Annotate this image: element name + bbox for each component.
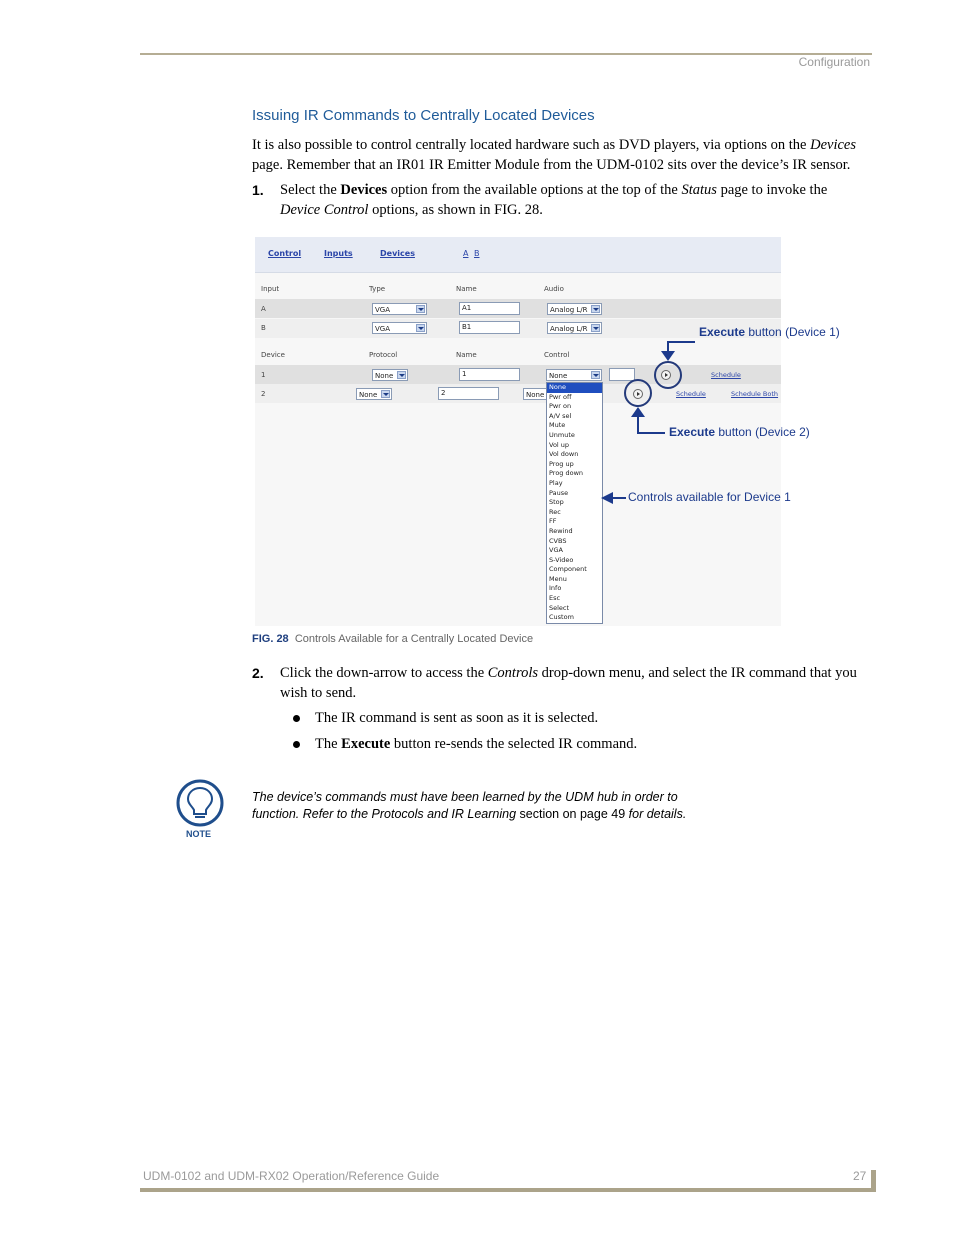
callout-line xyxy=(637,432,665,434)
input-b-name-field[interactable]: B1 xyxy=(459,321,520,334)
dropdown-option[interactable]: Vol down xyxy=(549,450,579,459)
dropdown-option[interactable]: Play xyxy=(549,478,563,487)
dropdown-option[interactable]: Info xyxy=(549,584,562,593)
step-1-number: 1. xyxy=(252,182,264,198)
device-1-extra-field[interactable] xyxy=(609,368,635,381)
dropdown-option[interactable]: Unmute xyxy=(549,430,575,439)
section-heading: Issuing IR Commands to Centrally Located Devices xyxy=(252,107,595,124)
callout-line xyxy=(611,497,626,499)
intro-text-2: page. Remember that an IR01 IR Emitter Module from the UDM-0102 sits over the device’s IR sensor. xyxy=(252,156,851,173)
device-2-schedule-both-link[interactable]: Schedule Both xyxy=(731,390,779,398)
dropdown-option[interactable]: Esc xyxy=(549,594,561,603)
device-1-label: 1 xyxy=(261,371,266,379)
nav-devices-link[interactable]: Devices xyxy=(380,249,415,258)
device-1-name-field[interactable]: 1 xyxy=(459,368,520,381)
chevron-down-icon xyxy=(591,371,600,379)
callout-execute-device-2: Execute button (Device 2) xyxy=(669,425,810,439)
callout-execute-device-1: Execute button (Device 1) xyxy=(699,325,840,339)
dropdown-option[interactable]: A/V sel xyxy=(549,411,572,420)
device-1-control-select[interactable]: None xyxy=(546,369,602,381)
col-dev-name: Name xyxy=(456,351,477,359)
step-2-text: Click the down-arrow to access the Controls drop-down menu, and select the IR command that you wish to send. xyxy=(280,665,857,701)
dropdown-option[interactable]: Pwr off xyxy=(549,392,572,401)
callout-controls-device-1: Controls available for Device 1 xyxy=(628,490,791,504)
intro-paragraph xyxy=(252,136,872,175)
dropdown-option[interactable]: Select xyxy=(549,603,570,612)
input-a-audio-select[interactable]: Analog L/R xyxy=(547,303,602,315)
nav-a-link[interactable]: A xyxy=(463,249,469,258)
input-a-label: A xyxy=(261,305,266,313)
nav-b-link[interactable]: B xyxy=(474,249,480,258)
device-2-control-select[interactable]: None xyxy=(523,388,547,400)
dropdown-option[interactable]: Custom xyxy=(549,613,574,622)
control-dropdown-list[interactable] xyxy=(546,382,603,624)
chevron-down-icon xyxy=(591,305,600,313)
device-2-schedule-link[interactable]: Schedule xyxy=(676,390,706,398)
dropdown-option[interactable]: Menu xyxy=(549,574,567,583)
dropdown-option[interactable]: Pause xyxy=(549,488,569,497)
dropdown-option[interactable]: Vol up xyxy=(549,440,570,449)
col-audio: Audio xyxy=(544,285,564,293)
chevron-down-icon xyxy=(591,324,600,332)
running-header: Configuration xyxy=(798,55,870,69)
col-device: Device xyxy=(261,351,285,359)
dropdown-option[interactable]: Prog down xyxy=(549,469,584,478)
dropdown-option[interactable]: Prog up xyxy=(549,459,574,468)
dropdown-option[interactable]: CVBS xyxy=(549,536,567,545)
bullet-2: The Execute button re-sends the selected IR command. xyxy=(315,736,638,752)
footer-rule xyxy=(140,1188,876,1192)
bullet-1: The IR command is sent as soon as it is selected. xyxy=(315,710,599,726)
dropdown-option[interactable]: Mute xyxy=(549,421,566,430)
bullet-icon xyxy=(293,741,300,748)
col-input: Input xyxy=(261,285,280,293)
step-1-devices-bold: Devices xyxy=(340,182,388,198)
dropdown-option[interactable]: FF xyxy=(549,517,557,526)
chevron-down-icon xyxy=(381,390,390,398)
chevron-down-icon xyxy=(397,371,406,379)
header-rule xyxy=(140,53,872,55)
note-label: NOTE xyxy=(186,829,212,839)
nav-control-link[interactable]: Control xyxy=(268,249,302,258)
chevron-down-icon xyxy=(416,305,425,313)
page-number: 27 xyxy=(853,1169,867,1183)
col-name: Name xyxy=(456,285,477,293)
intro-text-1: It is also possible to control centrally located hardware such as DVD players, via options on the xyxy=(252,137,811,153)
dropdown-option[interactable]: Rec xyxy=(549,507,561,516)
dropdown-option[interactable]: Component xyxy=(549,565,587,574)
device-1-schedule-link[interactable]: Schedule xyxy=(711,371,741,379)
arrow-down-icon xyxy=(661,351,675,361)
footer-title: UDM-0102 and UDM-RX02 Operation/Reference Guide xyxy=(143,1169,440,1183)
col-control: Control xyxy=(544,351,570,359)
device-2-label: 2 xyxy=(261,390,266,398)
dropdown-option[interactable]: Stop xyxy=(549,498,564,507)
dropdown-option[interactable]: S-Video xyxy=(549,555,574,564)
device-2-protocol-select[interactable]: None xyxy=(356,388,392,400)
note-text: The device’s commands must have been learned by the UDM hub in order to function. Refer to the Protocols and IR Learning section on page 49 for details. xyxy=(252,790,687,821)
col-protocol: Protocol xyxy=(369,351,398,359)
input-a-name-field[interactable]: A1 xyxy=(459,302,520,315)
execute-2-highlight-ring xyxy=(624,379,652,407)
nav-inputs-link[interactable]: Inputs xyxy=(324,249,353,258)
device-1-protocol-select[interactable]: None xyxy=(372,369,408,381)
intro-devices-italic: Devices xyxy=(810,137,856,153)
chevron-down-icon xyxy=(416,324,425,332)
callout-line xyxy=(637,416,639,433)
device-2-name-field[interactable]: 2 xyxy=(438,387,499,400)
execute-1-highlight-ring xyxy=(654,361,682,389)
footer-tick xyxy=(871,1170,876,1192)
step-2-number: 2. xyxy=(252,665,264,681)
input-a-type-select[interactable]: VGA xyxy=(372,303,427,315)
input-b-audio-select[interactable]: Analog L/R xyxy=(547,322,602,334)
callout-line xyxy=(667,341,695,343)
bullet-icon xyxy=(293,715,300,722)
figure-caption: FIG. 28 Controls Available for a Centrally Located Device xyxy=(252,633,534,645)
input-b-label: B xyxy=(261,324,266,332)
dropdown-option[interactable]: Pwr on xyxy=(549,402,572,411)
dropdown-option[interactable]: Rewind xyxy=(549,526,573,535)
col-type: Type xyxy=(369,285,386,293)
dropdown-option[interactable]: VGA xyxy=(549,546,563,555)
input-b-type-select[interactable]: VGA xyxy=(372,322,427,334)
step-1-text: Select the Devices option from the available options at the top of the Status page to invoke the Device Control options, as shown in FIG. 28. xyxy=(280,182,828,218)
dropdown-option[interactable]: None xyxy=(547,383,602,393)
